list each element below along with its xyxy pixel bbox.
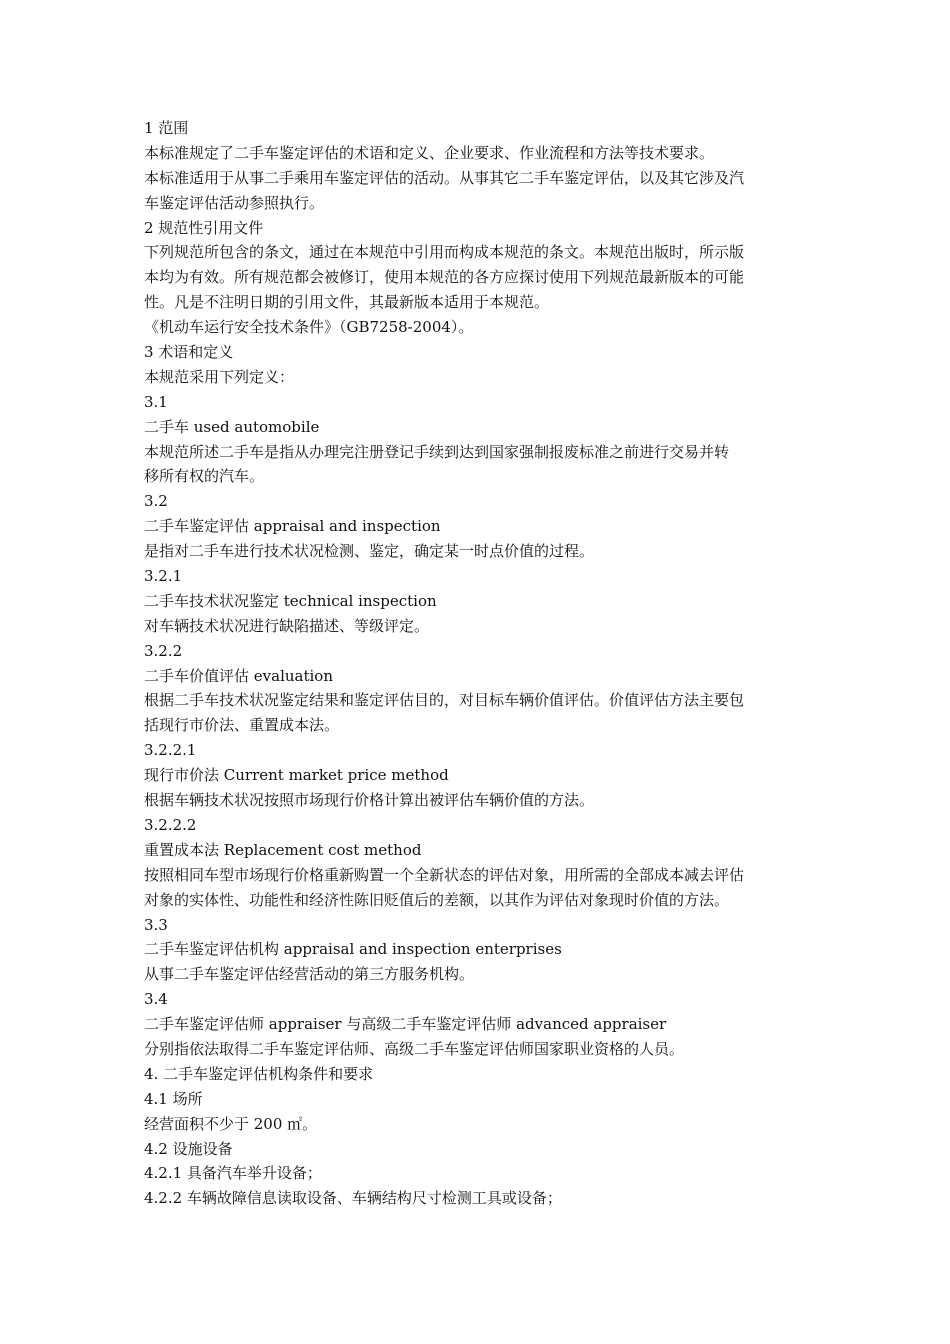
clause-number: 3.2.2.1 [144, 741, 197, 760]
paragraph-line: 本均为有效。所有规范都会被修订，使用本规范的各方应探讨使用下列规范最新版本的可能 [144, 268, 745, 287]
subsection-heading: 4.2 设施设备 [144, 1139, 233, 1158]
clause-number: 3.2.1 [144, 567, 183, 586]
paragraph-line: 本标准规定了二手车鉴定评估的术语和定义、企业要求、作业流程和方法等技术要求。 [144, 143, 715, 162]
reference-line: 《机动车运行安全技术条件》（GB7258-2004）。 [144, 318, 474, 337]
section-heading-terms: 3 术语和定义 [144, 343, 234, 362]
section-heading-normative-references: 2 规范性引用文件 [144, 218, 264, 237]
section-heading-requirements: 4. 二手车鉴定评估机构条件和要求 [144, 1064, 374, 1083]
paragraph-line: 经营面积不少于 200 ㎡。 [144, 1114, 318, 1133]
term-title: 二手车鉴定评估 appraisal and inspection [144, 517, 441, 536]
clause-number: 3.4 [144, 990, 168, 1009]
clause-number: 3.2.2 [144, 641, 183, 660]
term-title: 二手车 used automobile [144, 417, 320, 436]
paragraph-line: 从事二手车鉴定评估经营活动的第三方服务机构。 [144, 965, 475, 984]
clause-number: 3.1 [144, 392, 168, 411]
term-title: 重置成本法 Replacement cost method [144, 840, 422, 859]
term-title: 二手车技术状况鉴定 technical inspection [144, 591, 437, 610]
paragraph-line: 性。凡是不注明日期的引用文件，其最新版本适用于本规范。 [144, 293, 550, 312]
list-item: 4.2.1 具备汽车举升设备； [144, 1164, 322, 1183]
paragraph-line: 按照相同车型市场现行价格重新购置一个全新状态的评估对象，用所需的全部成本减去评估 [144, 865, 745, 884]
paragraph-line: 对车辆技术状况进行缺陷描述、等级评定。 [144, 616, 430, 635]
paragraph-line: 是指对二手车进行技术状况检测、鉴定，确定某一时点价值的过程。 [144, 542, 595, 561]
paragraph-line: 本规范所述二手车是指从办理完注册登记手续到达到国家强制报废标准之前进行交易并转 [144, 442, 730, 461]
paragraph-line: 下列规范所包含的条文，通过在本规范中引用而构成本规范的条文。本规范出版时，所示版 [144, 243, 745, 262]
paragraph-line: 车鉴定评估活动参照执行。 [144, 193, 325, 212]
paragraph-line: 本标准适用于从事二手乘用车鉴定评估的活动。从事其它二手车鉴定评估，以及其它涉及汽 [144, 168, 745, 187]
clause-number: 3.2 [144, 492, 168, 511]
term-title: 二手车鉴定评估师 appraiser 与高级二手车鉴定评估师 advanced appraiser [144, 1015, 667, 1034]
paragraph-line: 移所有权的汽车。 [144, 467, 265, 486]
clause-number: 3.3 [144, 915, 168, 934]
subsection-heading: 4.1 场所 [144, 1089, 203, 1108]
paragraph-line: 括现行市价法、重置成本法。 [144, 716, 340, 735]
section-heading-scope: 1 范围 [144, 119, 189, 137]
term-title: 二手车价值评估 evaluation [144, 666, 333, 685]
paragraph-line: 本规范采用下列定义： [144, 367, 295, 386]
list-item: 4.2.2 车辆故障信息读取设备、车辆结构尺寸检测工具或设备； [144, 1189, 562, 1208]
paragraph-line: 分别指依法取得二手车鉴定评估师、高级二手车鉴定评估师国家职业资格的人员。 [144, 1039, 685, 1058]
term-title: 二手车鉴定评估机构 appraisal and inspection enterprises [144, 940, 562, 959]
clause-number: 3.2.2.2 [144, 815, 197, 834]
paragraph-line: 根据车辆技术状况按照市场现行价格计算出被评估车辆价值的方法。 [144, 791, 595, 810]
paragraph-line: 对象的实体性、功能性和经济性陈旧贬值后的差额，以其作为评估对象现时价值的方法。 [144, 890, 730, 909]
term-title: 现行市价法 Current market price method [144, 766, 449, 785]
document-body [144, 116, 814, 1211]
paragraph-line: 根据二手车技术状况鉴定结果和鉴定评估目的，对目标车辆价值评估。价值评估方法主要包 [144, 691, 745, 710]
